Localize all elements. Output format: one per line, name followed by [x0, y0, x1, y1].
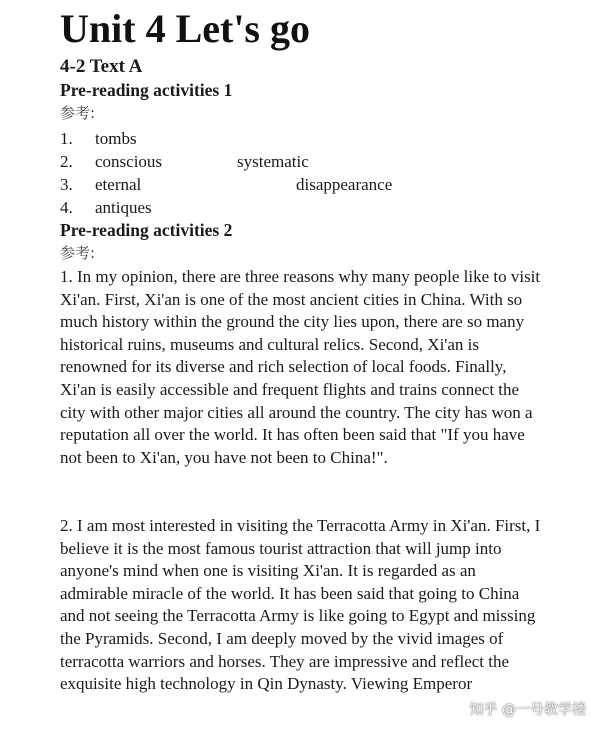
section-heading-2: Pre-reading activities 2: [60, 220, 233, 240]
section-heading-1: Pre-reading activities 1: [60, 80, 233, 100]
vocab-number: 1.: [60, 129, 73, 148]
vocab-word: antiques: [95, 198, 152, 217]
vocab-word: conscious: [95, 152, 163, 171]
vocab-number: 4.: [60, 198, 73, 217]
vocab-number: 2.: [60, 152, 73, 171]
reference-label-1: 参考:: [60, 104, 96, 122]
vocab-word: tombs: [95, 129, 137, 148]
vocab-word: eternal: [95, 175, 142, 194]
vocab-item: [60, 197, 560, 219]
answer-paragraph-1: 1. In my opinion, there are three reasons why many people like to visit Xi'an. First, Xi'an is one of the most ancient cities in China. With so much history within the ground the city lies upon, there are so many historical ruins, museums and cultural relics. Second, Xi'an is renowned for its diverse and rich selection of local foods. Finally, Xi'an is easily accessible and frequent flights and trains connect the city with other major cities all around the country. The city has won a reputation all over the world. It has often been said that "If you have not been to Xi'an, you have not been to China!".: [60, 267, 541, 467]
vocab-item: [60, 128, 560, 150]
vocab-extra-word: systematic: [237, 152, 309, 171]
vocab-item: [60, 151, 560, 173]
vocab-extra-word: disappearance: [296, 175, 393, 194]
vocab-item: [60, 174, 560, 196]
vocab-number: 3.: [60, 175, 73, 194]
unit-title: Unit 4 Let's go: [60, 6, 310, 51]
text-subtitle: 4-2 Text A: [60, 56, 143, 77]
answer-paragraph-2: 2. I am most interested in visiting the Terracotta Army in Xi'an. First, I believe it is the most famous tourist attraction that will jump into anyone's mind when one is visiting Xi'an. It is regarded as an admirable miracle of the world. It has been said that going to China and not seeing the Terracotta Army is like going to Egypt and missing the Pyramids. Second, I am deeply moved by the vivid images of terracotta warriors and horses. They are impressive and reflect the exquisite high technology in Qin Dynasty. Viewing Emperor: [60, 516, 541, 694]
reference-label-2: 参考:: [60, 244, 96, 262]
watermark: 知乎 @一号教学楼: [469, 702, 586, 718]
